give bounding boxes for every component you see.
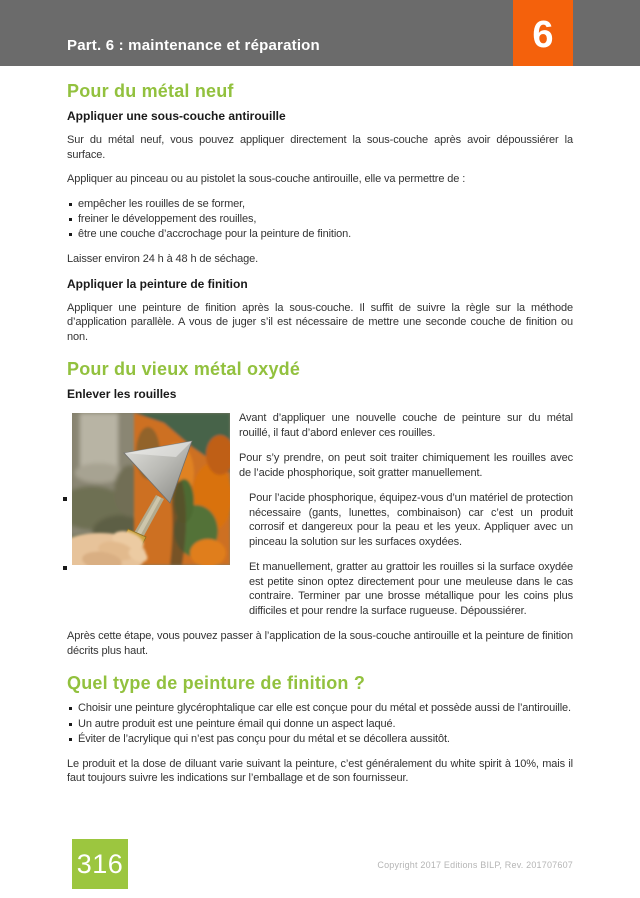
section-heading-metal-neuf: Pour du métal neuf	[67, 81, 234, 101]
content-column	[67, 66, 573, 796]
subheading-peinture-finition: Appliquer la peinture de finition	[67, 276, 248, 291]
bullet-list-type-peinture	[67, 701, 573, 747]
page-number: 316	[76, 848, 124, 879]
bulleted-paragraph-acide: Pour l’acide phosphorique, équipez-vous d’un matériel de protection nécessaire (gants, lunettes, combinaison) car c’est un produit corrosif et dangereux pour la peau et les yeux. Appliquer avec un pinceau la solution sur les surfaces oxydées.	[239, 491, 573, 549]
chapter-number-badge	[513, 0, 573, 66]
rust-scraping-photo-illustration	[72, 413, 230, 565]
paragraph: Avant d’appliquer une nouvelle couche de peinture sur du métal rouillé, il faut d’abord enlever ces rouilles.	[239, 412, 573, 439]
rust-removal-text	[239, 411, 573, 618]
bullet-list-sous-couche	[67, 197, 573, 243]
list-item: Choisir une peinture glycérophtalique car elle est conçue pour du métal et possède aussi de l’antirouille.	[67, 701, 573, 716]
paragraph: Laisser environ 24 h à 48 h de séchage.	[67, 253, 259, 266]
subheading-sous-couche: Appliquer une sous-couche antirouille	[67, 109, 286, 123]
rust-removal-block	[67, 411, 573, 618]
list-item: freiner le développement des rouilles,	[67, 212, 573, 227]
paragraph: Pour s’y prendre, on peut soit traiter chimiquement les rouilles avec de l’acide phosphorique, soit gratter manuellement.	[239, 452, 573, 479]
copyright-text: Copyright 2017 Editions BILP, Rev. 201707607	[377, 860, 573, 870]
chapter-number: 6	[532, 14, 554, 56]
subheading-enlever-rouilles: Enlever les rouilles	[67, 387, 177, 402]
section-heading-type-peinture: Quel type de peinture de finition ?	[67, 673, 366, 694]
paragraph: Appliquer au pinceau ou au pistolet la sous-couche antirouille, elle va permettre de :	[67, 173, 466, 186]
list-item: Éviter de l’acrylique qui n’est pas conçu pour du métal et se décollera aussitôt.	[67, 732, 573, 747]
page-title: Part. 6 : maintenance et réparation	[67, 37, 320, 54]
section-heading-vieux-metal: Pour du vieux métal oxydé	[67, 359, 301, 380]
bulleted-paragraph-manuel: Et manuellement, gratter au grattoir les rouilles si la surface oxydée est petite sinon optez directement pour une meuleuse dans le cas contraire. Terminer par une brosse métallique pour les coins plus difficiles et pour rendre la surface rugueuse. Dépoussiérer.	[239, 560, 573, 618]
paragraph: Sur du métal neuf, vous pouvez appliquer directement la sous-couche après avoir dépoussiérer la surface.	[67, 134, 573, 161]
paragraph: Après cette étape, vous pouvez passer à l’application de la sous-couche antirouille et la peinture de finition décrits plus haut.	[67, 630, 573, 657]
paragraph: Le produit et la dose de diluant varie suivant la peinture, c’est généralement du white spirit à 10%, mais il faut toujours suivre les indications sur l’emballage et de son fournisseur.	[67, 757, 573, 785]
list-item: être une couche d’accrochage pour la peinture de finition.	[67, 227, 573, 242]
list-item: Un autre produit est une peinture émail qui donne un aspect laqué.	[67, 717, 573, 732]
list-item: empêcher les rouilles de se former,	[67, 197, 573, 212]
page-number-box	[72, 839, 128, 889]
header-band	[0, 0, 640, 66]
paragraph: Appliquer une peinture de finition après la sous-couche. Il suffit de suivre la règle sur la méthode d’application parallèle. A vous de juger s’il est nécessaire de mettre une seconde couche de finition ou non.	[67, 301, 573, 343]
rust-scraping-photo	[72, 413, 230, 565]
